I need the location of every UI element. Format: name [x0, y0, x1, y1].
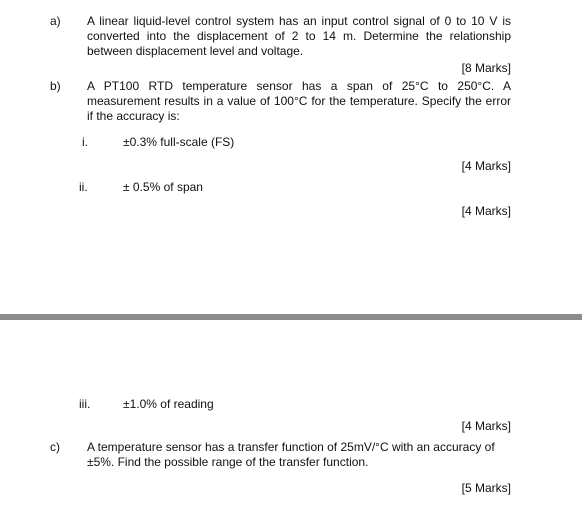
question-c-label: c)	[50, 440, 60, 454]
question-b-text: A PT100 RTD temperature sensor has a span of 25°C to 250°C. A measurement results in a value of 100°C for the temperature. Specify the error if the accuracy is:	[87, 79, 511, 123]
page-divider	[0, 314, 582, 320]
question-c-text: A temperature sensor has a transfer function of 25mV/°C with an accuracy of ±5%. Find the possible range of the transfer function.	[87, 440, 495, 469]
subquestion-ii-numeral: ii.	[79, 180, 88, 194]
question-a-text: A linear liquid-level control system has an input control signal of 0 to 10 V is converted into the displacement of 2 to 14 m. Determine the relationship between displacement level and voltage.	[87, 14, 511, 58]
subquestion-i-text: ±0.3% full-scale (FS)	[123, 135, 235, 149]
question-a-label: a)	[50, 14, 61, 28]
question-b-label: b)	[50, 79, 61, 93]
subquestion-i-marks: [4 Marks]	[461, 159, 511, 173]
subquestion-iii-numeral: iii.	[79, 397, 91, 411]
subquestion-ii-text: ± 0.5% of span	[123, 180, 203, 194]
subquestion-ii-marks: [4 Marks]	[461, 204, 511, 218]
subquestion-iii-marks: [4 Marks]	[461, 419, 511, 433]
subquestion-i-numeral: i.	[82, 135, 88, 149]
question-c-marks: [5 Marks]	[461, 481, 511, 495]
subquestion-iii-text: ±1.0% of reading	[123, 397, 214, 411]
question-a-marks: [8 Marks]	[461, 61, 511, 75]
